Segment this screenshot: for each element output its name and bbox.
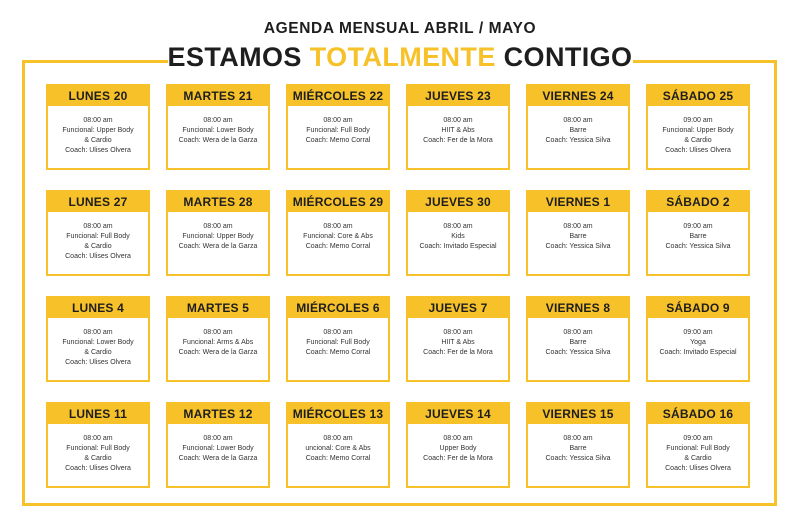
class-time: 08:00 am bbox=[323, 435, 353, 442]
day-card bbox=[406, 402, 510, 488]
class-detail: Coach: Ulises Olvera bbox=[65, 147, 131, 154]
class-detail: Coach: Wera de la Garza bbox=[178, 243, 258, 250]
class-detail: Coach: Yessica Silva bbox=[545, 455, 611, 462]
class-detail: HIIT & Abs bbox=[441, 339, 475, 346]
class-detail: Coach: Invitado Especial bbox=[659, 349, 737, 356]
class-time: 09:00 am bbox=[683, 223, 713, 230]
day-card bbox=[46, 296, 150, 382]
class-detail: & Cardio bbox=[684, 455, 712, 462]
class-detail: Coach: Yessica Silva bbox=[545, 137, 611, 144]
day-card-header: VIERNES 8 bbox=[528, 298, 628, 318]
class-time: 09:00 am bbox=[683, 329, 713, 336]
page-title bbox=[0, 40, 800, 74]
class-detail: Funcional: Upper Body bbox=[182, 233, 254, 240]
class-detail: Barre bbox=[569, 339, 587, 346]
class-detail: uncional: Core & Abs bbox=[305, 445, 371, 452]
frame-border-left bbox=[22, 60, 25, 506]
class-time: 08:00 am bbox=[323, 329, 353, 336]
day-card-body bbox=[168, 318, 268, 380]
class-detail: Funcional: Core & Abs bbox=[303, 233, 373, 240]
class-time: 08:00 am bbox=[563, 223, 593, 230]
class-detail: Coach: Yessica Silva bbox=[545, 349, 611, 356]
day-card bbox=[406, 296, 510, 382]
day-card bbox=[166, 296, 270, 382]
class-detail: Funcional: Upper Body bbox=[62, 127, 134, 134]
class-time: 08:00 am bbox=[203, 329, 233, 336]
day-card-body bbox=[408, 424, 508, 486]
class-detail: HIIT & Abs bbox=[441, 127, 475, 134]
agenda-subtitle: AGENDA MENSUAL ABRIL / MAYO bbox=[263, 20, 537, 37]
day-card bbox=[286, 84, 390, 170]
day-card bbox=[526, 190, 630, 276]
day-card bbox=[646, 296, 750, 382]
day-card-header: MARTES 5 bbox=[168, 298, 268, 318]
frame-border-right bbox=[774, 60, 777, 506]
day-card bbox=[46, 402, 150, 488]
class-detail: Coach: Memo Corral bbox=[305, 349, 371, 356]
day-card bbox=[286, 402, 390, 488]
class-detail: Barre bbox=[569, 445, 587, 452]
class-detail: Coach: Ulises Olvera bbox=[65, 465, 131, 472]
day-card-header: MIÉRCOLES 22 bbox=[288, 86, 388, 106]
class-detail: Funcional: Full Body bbox=[66, 233, 130, 240]
class-detail: Funcional: Full Body bbox=[306, 339, 370, 346]
class-time: 08:00 am bbox=[563, 435, 593, 442]
day-card bbox=[406, 84, 510, 170]
day-card-header: LUNES 20 bbox=[48, 86, 148, 106]
day-card bbox=[46, 190, 150, 276]
class-detail: & Cardio bbox=[684, 137, 712, 144]
class-time: 08:00 am bbox=[563, 117, 593, 124]
day-card-body bbox=[648, 212, 748, 274]
day-card-body bbox=[528, 106, 628, 168]
day-card bbox=[166, 190, 270, 276]
day-card-header: JUEVES 14 bbox=[408, 404, 508, 424]
day-card-body bbox=[648, 318, 748, 380]
class-detail: Funcional: Full Body bbox=[666, 445, 730, 452]
class-time: 08:00 am bbox=[203, 435, 233, 442]
class-detail: Funcional: Lower Body bbox=[182, 127, 254, 134]
day-card-body bbox=[168, 212, 268, 274]
day-card bbox=[46, 84, 150, 170]
class-detail: Funcional: Full Body bbox=[66, 445, 130, 452]
class-time: 08:00 am bbox=[83, 117, 113, 124]
frame-border-top-left bbox=[22, 60, 168, 63]
day-card-body bbox=[48, 106, 148, 168]
day-card-header: MARTES 28 bbox=[168, 192, 268, 212]
day-card-body bbox=[528, 318, 628, 380]
class-detail: & Cardio bbox=[84, 243, 112, 250]
class-detail: Coach: Memo Corral bbox=[305, 455, 371, 462]
day-card-header: LUNES 4 bbox=[48, 298, 148, 318]
class-detail: Coach: Memo Corral bbox=[305, 137, 371, 144]
day-card-body bbox=[48, 318, 148, 380]
day-card bbox=[526, 296, 630, 382]
day-card-header: LUNES 11 bbox=[48, 404, 148, 424]
class-time: 08:00 am bbox=[83, 223, 113, 230]
class-time: 08:00 am bbox=[563, 329, 593, 336]
day-card-body bbox=[48, 424, 148, 486]
day-card-body bbox=[168, 106, 268, 168]
frame-border-bottom bbox=[22, 503, 777, 506]
class-time: 08:00 am bbox=[443, 329, 473, 336]
day-card-body bbox=[648, 106, 748, 168]
class-detail: Yoga bbox=[690, 339, 706, 346]
day-card-body bbox=[528, 424, 628, 486]
class-detail: Coach: Fer de la Mora bbox=[423, 455, 493, 462]
class-time: 08:00 am bbox=[83, 329, 113, 336]
day-card-header: VIERNES 24 bbox=[528, 86, 628, 106]
day-card-header: SÁBADO 16 bbox=[648, 404, 748, 424]
class-detail: Coach: Memo Corral bbox=[305, 243, 371, 250]
frame-border-top-right bbox=[633, 60, 777, 63]
day-card-body bbox=[648, 424, 748, 486]
day-card bbox=[286, 296, 390, 382]
class-detail: Funcional: Arms & Abs bbox=[182, 339, 254, 346]
class-detail: Coach: Wera de la Garza bbox=[178, 455, 258, 462]
day-card-header: SÁBADO 2 bbox=[648, 192, 748, 212]
class-detail: Coach: Wera de la Garza bbox=[178, 349, 258, 356]
day-card-body bbox=[288, 318, 388, 380]
class-detail: & Cardio bbox=[84, 137, 112, 144]
day-card-header: MARTES 21 bbox=[168, 86, 268, 106]
day-card-body bbox=[168, 424, 268, 486]
class-detail: Funcional: Upper Body bbox=[662, 127, 734, 134]
class-detail: Coach: Ulises Olvera bbox=[65, 359, 131, 366]
class-time: 08:00 am bbox=[83, 435, 113, 442]
class-detail: Coach: Fer de la Mora bbox=[423, 137, 493, 144]
day-card-header: MARTES 12 bbox=[168, 404, 268, 424]
class-detail: Kids bbox=[451, 233, 465, 240]
day-card-header: MIÉRCOLES 29 bbox=[288, 192, 388, 212]
class-detail: Funcional: Full Body bbox=[306, 127, 370, 134]
day-card-header: JUEVES 30 bbox=[408, 192, 508, 212]
day-card bbox=[526, 402, 630, 488]
class-detail: & Cardio bbox=[84, 455, 112, 462]
schedule-grid bbox=[46, 84, 750, 488]
day-card bbox=[166, 402, 270, 488]
day-card-header: VIERNES 1 bbox=[528, 192, 628, 212]
day-card bbox=[646, 402, 750, 488]
day-card-header: JUEVES 7 bbox=[408, 298, 508, 318]
day-card-header: SÁBADO 9 bbox=[648, 298, 748, 318]
day-card bbox=[646, 190, 750, 276]
day-card-body bbox=[288, 106, 388, 168]
class-detail: Coach: Fer de la Mora bbox=[423, 349, 493, 356]
day-card-body bbox=[48, 212, 148, 274]
class-detail: Barre bbox=[569, 127, 587, 134]
class-time: 08:00 am bbox=[203, 117, 233, 124]
day-card-header: LUNES 27 bbox=[48, 192, 148, 212]
class-time: 08:00 am bbox=[323, 117, 353, 124]
class-time: 08:00 am bbox=[443, 117, 473, 124]
day-card bbox=[406, 190, 510, 276]
class-detail: & Cardio bbox=[84, 349, 112, 356]
class-detail: Funcional: Lower Body bbox=[62, 339, 134, 346]
class-detail: Coach: Wera de la Garza bbox=[178, 137, 258, 144]
class-detail: Funcional: Lower Body bbox=[182, 445, 254, 452]
title-highlight: TOTALMENTE bbox=[309, 42, 496, 72]
day-card-body bbox=[528, 212, 628, 274]
class-detail: Coach: Invitado Especial bbox=[419, 243, 497, 250]
day-card-body bbox=[408, 318, 508, 380]
title-part-1: ESTAMOS bbox=[167, 42, 310, 72]
class-detail: Coach: Ulises Olvera bbox=[665, 147, 731, 154]
day-card-header: SÁBADO 25 bbox=[648, 86, 748, 106]
day-card-header: MIÉRCOLES 6 bbox=[288, 298, 388, 318]
day-card-body bbox=[408, 106, 508, 168]
class-time: 08:00 am bbox=[443, 223, 473, 230]
class-detail: Upper Body bbox=[439, 445, 477, 452]
title-part-2: CONTIGO bbox=[495, 42, 633, 72]
day-card bbox=[646, 84, 750, 170]
class-time: 09:00 am bbox=[683, 435, 713, 442]
day-card-header: MIÉRCOLES 13 bbox=[288, 404, 388, 424]
class-time: 08:00 am bbox=[443, 435, 473, 442]
day-card bbox=[166, 84, 270, 170]
class-detail: Barre bbox=[689, 233, 707, 240]
day-card bbox=[526, 84, 630, 170]
class-detail: Coach: Yessica Silva bbox=[665, 243, 731, 250]
class-time: 08:00 am bbox=[203, 223, 233, 230]
day-card-body bbox=[408, 212, 508, 274]
class-detail: Coach: Yessica Silva bbox=[545, 243, 611, 250]
class-time: 09:00 am bbox=[683, 117, 713, 124]
day-card bbox=[286, 190, 390, 276]
day-card-header: VIERNES 15 bbox=[528, 404, 628, 424]
day-card-body bbox=[288, 212, 388, 274]
class-detail: Barre bbox=[569, 233, 587, 240]
class-time: 08:00 am bbox=[323, 223, 353, 230]
day-card-body bbox=[288, 424, 388, 486]
day-card-header: JUEVES 23 bbox=[408, 86, 508, 106]
class-detail: Coach: Ulises Olvera bbox=[665, 465, 731, 472]
class-detail: Coach: Ulises Olvera bbox=[65, 253, 131, 260]
